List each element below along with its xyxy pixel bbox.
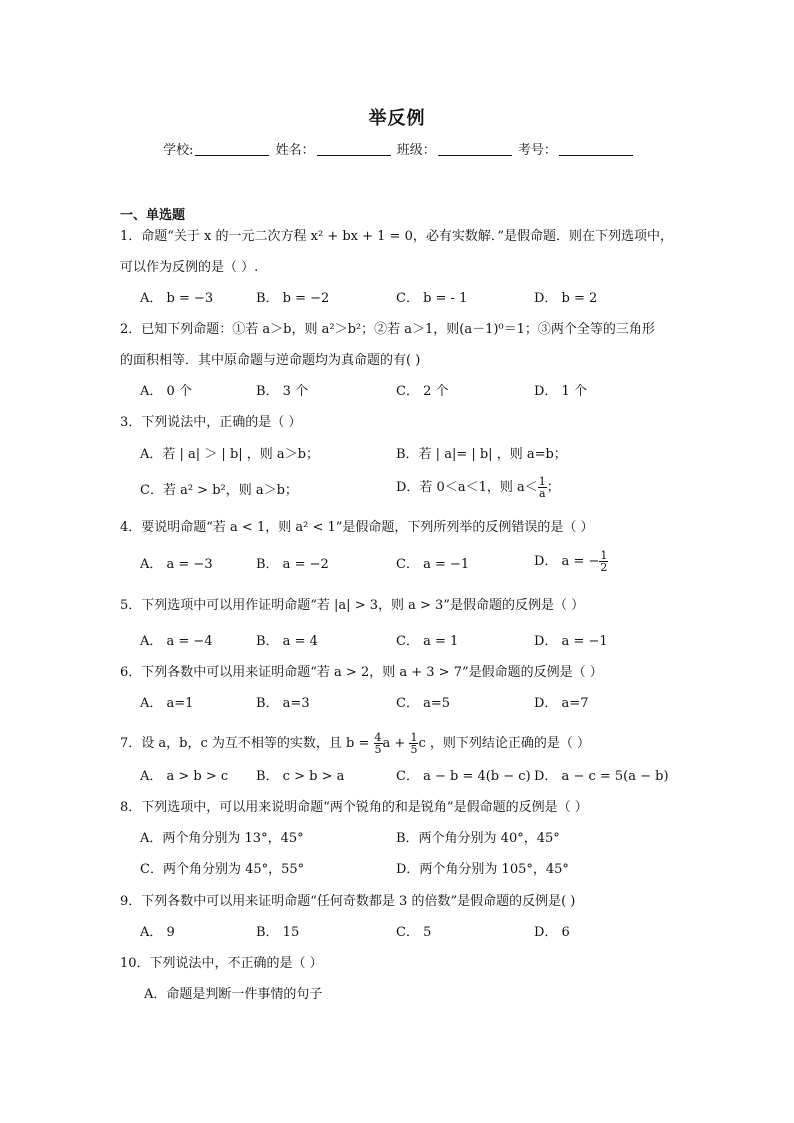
q5-stem: 5．下列选项中可以用作证明命题“若 |a| > 3，则 a > 3”是假命题的反例是（ ） [120,598,585,613]
q3-stem: 3．下列说法中，正确的是（ ） [120,415,302,430]
school-label: 学校: [163,143,194,158]
q5-option-d[interactable]: D． a = −1 [534,634,608,649]
q8-option-c[interactable]: C．两个角分别为 45°，55° [140,862,305,877]
q7-f1-den: 5 [374,743,382,756]
q7-f2-num: 1 [410,731,418,744]
q3-frac-den: a [538,487,546,500]
q5-option-b[interactable]: B． a = 4 [256,634,318,649]
q9-option-c[interactable]: C． 5 [396,925,432,940]
q4-frac-den: 2 [600,561,608,574]
q2-option-b[interactable]: B． 3 个 [256,384,309,399]
class-blank[interactable] [438,143,512,156]
student-info [0,139,794,158]
q7-f1-num: 4 [374,731,382,744]
q1-option-a[interactable]: A． b = −3 [140,291,214,306]
q6-option-b[interactable]: B． a=3 [256,696,310,711]
number-blank[interactable] [559,143,633,156]
q8-option-a[interactable]: A．两个角分别为 13°，45° [140,831,304,846]
q10-option-a[interactable]: A．命题是判断一件事情的句子 [144,987,323,1002]
q7-stem-mid: a + [382,736,406,751]
q6-option-c[interactable]: C． a=5 [396,696,450,711]
q1-option-c[interactable]: C． b = - 1 [396,291,468,306]
q2-option-a[interactable]: A． 0 个 [140,384,192,399]
q7-option-d[interactable]: D． a − c = 5(a − b) [534,769,669,784]
q2-stem-line1: 2．已知下列命题：①若 a＞b，则 a²＞b²；②若 a＞1，则(a－1)⁰＝1；③两个全等的三角形 [120,322,655,337]
q6-option-d[interactable]: D． a=7 [534,696,589,711]
q7-stem-post: c ，则下列结论正确的是（ ） [418,736,590,751]
q1-stem-line2: 可以作为反例的是（ ）. [120,260,259,275]
q3-option-a[interactable]: A．若 | a| ＞ | b| ，则 a＞b； [140,447,319,462]
q7-f2-den: 5 [410,743,418,756]
q9-stem: 9．下列各数中可以用来证明命题“任何奇数都是 3 的倍数”是假命题的反例是( ) [120,894,576,909]
q7-option-b[interactable]: B． c > b > a [256,769,345,784]
q3-option-b[interactable]: B．若 | a|= | b| ，则 a=b； [396,447,567,462]
name-label: 姓名： [275,143,315,158]
q7-option-c[interactable]: C． a − b = 4(b − c) [396,769,531,784]
q3-option-d-text: D．若 0＜a＜1，则 a＜ [396,480,538,495]
q4-option-d-text: D． a = − [534,554,600,569]
q9-option-a[interactable]: A． 9 [140,925,175,940]
number-label: 考号： [517,143,557,158]
q5-option-a[interactable]: A． a = −4 [140,634,213,649]
name-blank[interactable] [317,143,391,156]
q7-stem [120,732,590,755]
q6-option-a[interactable]: A． a=1 [140,696,194,711]
q3-option-c[interactable]: C．若 a² > b²，则 a＞b； [140,483,298,498]
q2-option-c[interactable]: C． 2 个 [396,384,449,399]
q1-stem-line1: 1．命题“关于 x 的一元二次方程 x² + bx + 1 = 0，必有实数解．”是假命题．则在下列选项中， [120,229,674,244]
q4-option-b[interactable]: B． a = −2 [256,557,329,572]
q8-option-b[interactable]: B．两个角分别为 40°，45° [396,831,560,846]
q4-stem: 4．要说明命题“若 a < 1，则 a² < 1”是假命题，下列所列举的反例错误的是（ ） [120,520,594,535]
q7-stem-pre: 7．设 a，b，c 为互不相等的实数，且 b = [120,736,370,751]
q7-fraction-1 [374,732,383,755]
q3-option-d-fraction [538,476,547,499]
q5-option-c[interactable]: C． a = 1 [396,634,459,649]
page-title: 举反例 [368,108,426,129]
q4-frac-num: 1 [600,549,608,562]
q4-option-c[interactable]: C． a = −1 [396,557,470,572]
class-label: 班级： [396,143,436,158]
q1-option-b[interactable]: B． b = −2 [256,291,330,306]
q9-option-b[interactable]: B． 15 [256,925,300,940]
q7-option-a[interactable]: A． a > b > c [140,769,229,784]
q8-stem: 8．下列选项中，可以用来说明命题“两个锐角的和是锐角”是假命题的反例是（ ） [120,800,588,815]
q3-option-d[interactable] [396,476,560,499]
q4-option-d[interactable] [534,550,608,573]
q2-stem-line2: 的面积相等．其中原命题与逆命题均为真命题的有( ) [120,353,421,368]
q8-option-d[interactable]: D．两个角分别为 105°，45° [396,862,569,877]
q1-option-d[interactable]: D． b = 2 [534,291,598,306]
q10-stem: 10．下列说法中，不正确的是（ ） [120,956,323,971]
q6-stem: 6．下列各数中可以用来证明命题“若 a > 2，则 a + 3 > 7”是假命题的反例是（ ） [120,665,603,680]
school-blank[interactable] [195,143,269,156]
q3-option-d-tail: ； [546,480,560,495]
section-heading: 一、单选题 [120,208,186,223]
q4-option-a[interactable]: A． a = −3 [140,557,213,572]
q9-option-d[interactable]: D． 6 [534,925,570,940]
q2-option-d[interactable]: D． 1 个 [534,384,587,399]
q3-frac-num: 1 [538,475,546,488]
q4-option-d-fraction [599,550,608,573]
